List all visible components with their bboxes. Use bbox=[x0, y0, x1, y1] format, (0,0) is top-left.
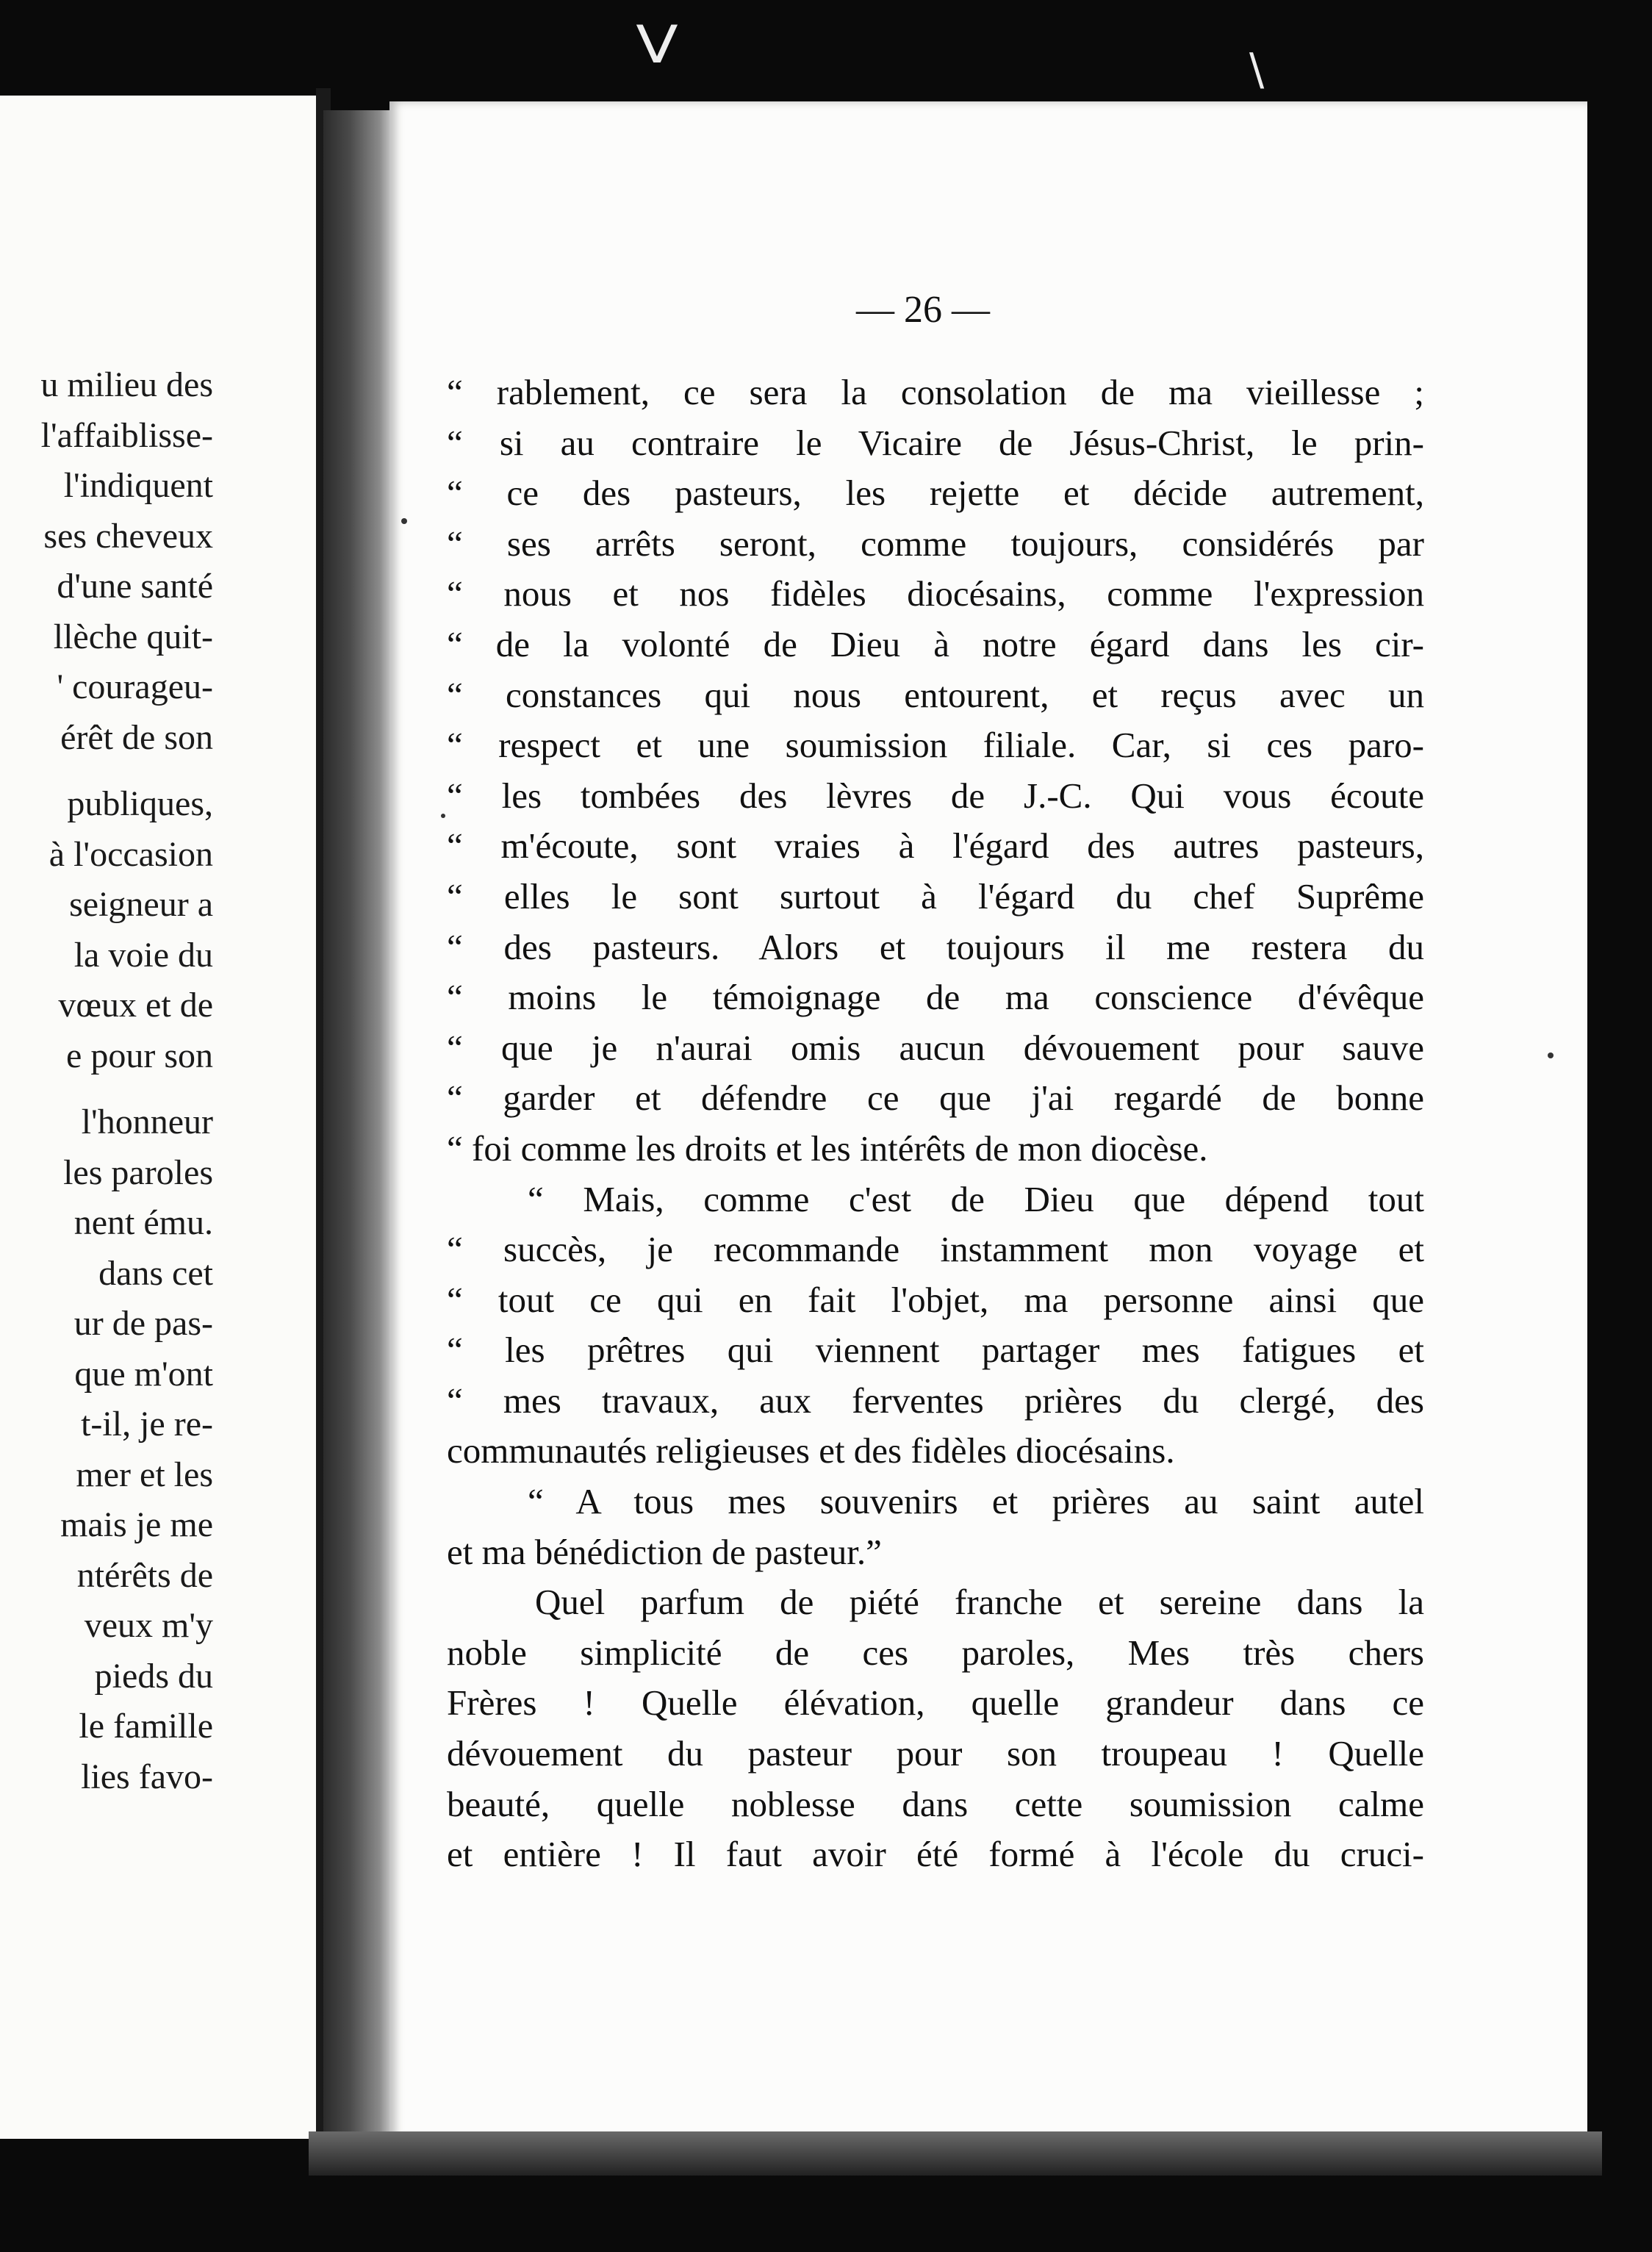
left-line: ' courageu- bbox=[57, 667, 213, 706]
left-line: ntérêts de bbox=[76, 1555, 213, 1595]
text-line: “ que je n'aurai omis aucun dévouement pour sauve bbox=[447, 1027, 1424, 1068]
text-line: “ rablement, ce sera la consolation de ma vieillesse ; bbox=[447, 372, 1424, 412]
left-line: pieds du bbox=[94, 1656, 213, 1696]
stray-mark bbox=[1548, 1053, 1554, 1058]
book-gutter bbox=[323, 110, 389, 2139]
text-line: “ les tombées des lèvres de J.-C. Qui vous écoute bbox=[447, 775, 1424, 816]
left-line: à l'occasion bbox=[49, 834, 213, 874]
text-line: “ Mais, comme c'est de Dieu que dépend tout bbox=[528, 1178, 1424, 1219]
scan-mark-top: V bbox=[636, 15, 678, 75]
text-line: “ ce des pasteurs, les rejette et décide autrement, bbox=[447, 473, 1424, 514]
left-line: l'honneur bbox=[81, 1102, 213, 1141]
text-line: dévouement du pasteur pour son troupeau ! Quelle bbox=[447, 1733, 1424, 1774]
left-line: les paroles bbox=[63, 1152, 213, 1192]
page-number: — 26 — bbox=[856, 289, 990, 331]
text-line: Frères ! Quelle élévation, quelle grandeur dans ce bbox=[447, 1682, 1424, 1724]
left-line: le famille bbox=[79, 1707, 213, 1746]
scan-mark-corner: \ bbox=[1249, 44, 1265, 96]
left-line: dans cet bbox=[98, 1253, 213, 1293]
left-line: veux m'y bbox=[84, 1606, 213, 1645]
text-line: Quel parfum de piété franche et sereine dans la bbox=[535, 1582, 1424, 1623]
left-line: que m'ont bbox=[74, 1354, 213, 1394]
left-line: publiques, bbox=[67, 784, 213, 823]
left-line: la voie du bbox=[73, 935, 213, 975]
left-line: ur de pas- bbox=[73, 1304, 213, 1343]
left-line: érêt de son bbox=[60, 717, 213, 757]
text-line: “ si au contraire le Vicaire de Jésus-Christ, le prin- bbox=[447, 422, 1424, 463]
text-line: “ m'écoute, sont vraies à l'égard des autres pasteurs, bbox=[447, 825, 1424, 867]
text-line: “ de la volonté de Dieu à notre égard dans les cir- bbox=[447, 623, 1424, 664]
left-line: llèche quit- bbox=[53, 617, 213, 656]
text-line: “ mes travaux, aux ferventes prières du clergé, des bbox=[447, 1380, 1424, 1421]
left-line: mer et les bbox=[76, 1455, 213, 1494]
text-line: noble simplicité de ces paroles, Mes très chers bbox=[447, 1632, 1424, 1673]
text-line: “ ses arrêts seront, comme toujours, considérés par bbox=[447, 523, 1424, 564]
left-line: d'une santé bbox=[57, 567, 213, 606]
text-line: “ des pasteurs. Alors et toujours il me restera du bbox=[447, 926, 1424, 967]
text-line: “ respect et une soumission filiale. Car, si ces paro- bbox=[447, 725, 1424, 766]
text-line: “ tout ce qui en fait l'objet, ma personne ainsi que bbox=[447, 1279, 1424, 1320]
body-text bbox=[447, 367, 1424, 1880]
text-line: et entière ! Il faut avoir été formé à l'école du cruci- bbox=[447, 1834, 1424, 1875]
text-line: “ A tous mes souvenirs et prières au saint autel bbox=[528, 1481, 1424, 1522]
left-line: t-il, je re- bbox=[81, 1405, 213, 1444]
stray-mark bbox=[441, 814, 445, 818]
left-line: e pour son bbox=[66, 1036, 213, 1075]
left-line: lies favo- bbox=[81, 1757, 213, 1796]
text-line: “ foi comme les droits et les intérêts de mon diocèse. bbox=[447, 1127, 1208, 1169]
text-line: “ succès, je recommande instamment mon voyage et bbox=[447, 1229, 1424, 1270]
left-line: l'indiquent bbox=[63, 466, 213, 505]
left-line: u milieu des bbox=[40, 365, 213, 404]
page-bottom-shadow bbox=[309, 2131, 1602, 2176]
text-line: “ elles le sont surtout à l'égard du chef Suprême bbox=[447, 875, 1424, 917]
text-line: “ nous et nos fidèles diocésains, comme l'expression bbox=[447, 573, 1424, 614]
text-line: “ les prêtres qui viennent partager mes fatigues et bbox=[447, 1330, 1424, 1371]
left-page bbox=[0, 96, 323, 2139]
text-line: “ constances qui nous entourent, et reçus avec un bbox=[447, 674, 1424, 715]
left-line: ses cheveux bbox=[43, 516, 213, 556]
text-line: “ moins le témoignage de ma conscience d'évêque bbox=[447, 977, 1424, 1018]
left-line: l'affaiblisse- bbox=[40, 415, 213, 455]
text-line: beauté, quelle noblesse dans cette soumission calme bbox=[447, 1783, 1424, 1824]
left-line: vœux et de bbox=[58, 986, 213, 1025]
text-line: communautés religieuses et des fidèles diocésains. bbox=[447, 1430, 1175, 1471]
stray-mark bbox=[401, 518, 407, 524]
text-line: et ma bénédiction de pasteur.” bbox=[447, 1531, 882, 1572]
text-line: “ garder et défendre ce que j'ai regardé de bonne bbox=[447, 1077, 1424, 1119]
left-line: nent ému. bbox=[73, 1203, 213, 1242]
left-page-text bbox=[0, 360, 213, 1802]
left-line: seigneur a bbox=[69, 885, 213, 924]
left-line: mais je me bbox=[60, 1505, 213, 1544]
